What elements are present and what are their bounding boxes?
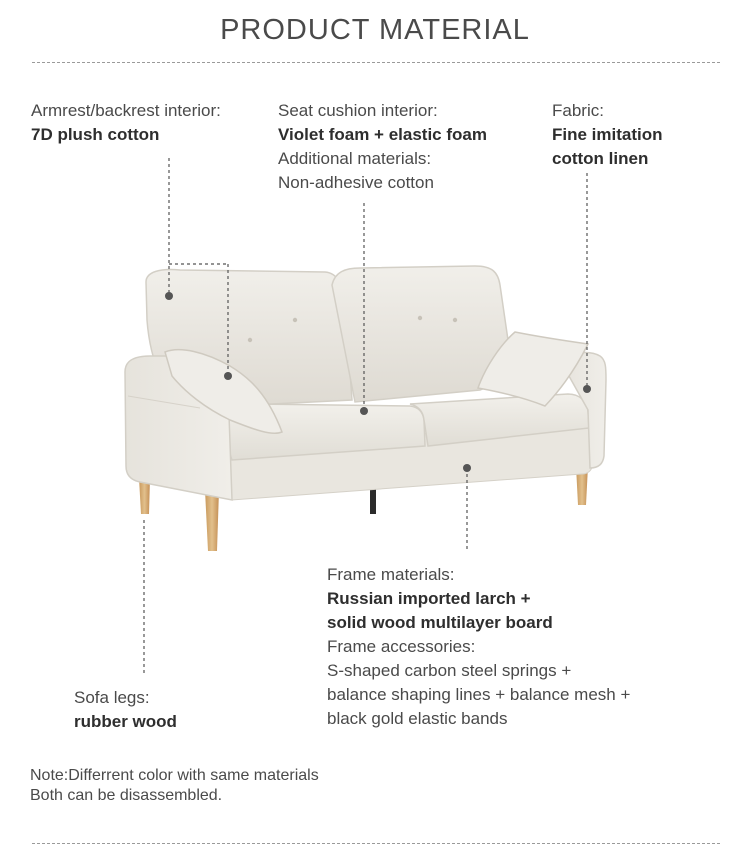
footnote — [30, 766, 319, 806]
frame-label: Frame materials: — [327, 565, 455, 584]
footnote-line-2: Both can be disassembled. — [30, 787, 223, 804]
seat-label: Seat cushion interior: — [278, 101, 438, 120]
frame-accessories-2: balance shaping lines + balance mesh + — [327, 685, 631, 704]
frame-accessories-3: black gold elastic bands — [327, 709, 508, 728]
callout-fabric — [552, 99, 663, 171]
frame-accessories-1: S-shaped carbon steel springs + — [327, 661, 572, 680]
armrest-label: Armrest/backrest interior: — [31, 101, 221, 120]
footnote-line-1: Note:Differrent color with same materials — [30, 767, 319, 784]
bottom-divider — [32, 843, 720, 844]
callout-legs — [74, 686, 177, 734]
fabric-label: Fabric: — [552, 101, 604, 120]
armrest-value: 7D plush cotton — [31, 125, 160, 144]
fabric-value-2: cotton linen — [552, 149, 649, 168]
callout-frame — [327, 563, 630, 731]
fabric-value-1: Fine imitation — [552, 125, 663, 144]
frame-accessories-label: Frame accessories: — [327, 637, 476, 656]
seat-value: Violet foam + elastic foam — [278, 125, 487, 144]
callout-armrest — [31, 99, 221, 147]
page-title: PRODUCT MATERIAL — [220, 14, 530, 46]
callout-seat — [278, 99, 487, 195]
seat-extra-value: Non-adhesive cotton — [278, 173, 434, 192]
seat-extra-label: Additional materials: — [278, 149, 432, 168]
legs-value: rubber wood — [74, 712, 177, 731]
frame-value-1: Russian imported larch + — [327, 589, 531, 608]
frame-value-2: solid wood multilayer board — [327, 613, 553, 632]
legs-label: Sofa legs: — [74, 688, 150, 707]
